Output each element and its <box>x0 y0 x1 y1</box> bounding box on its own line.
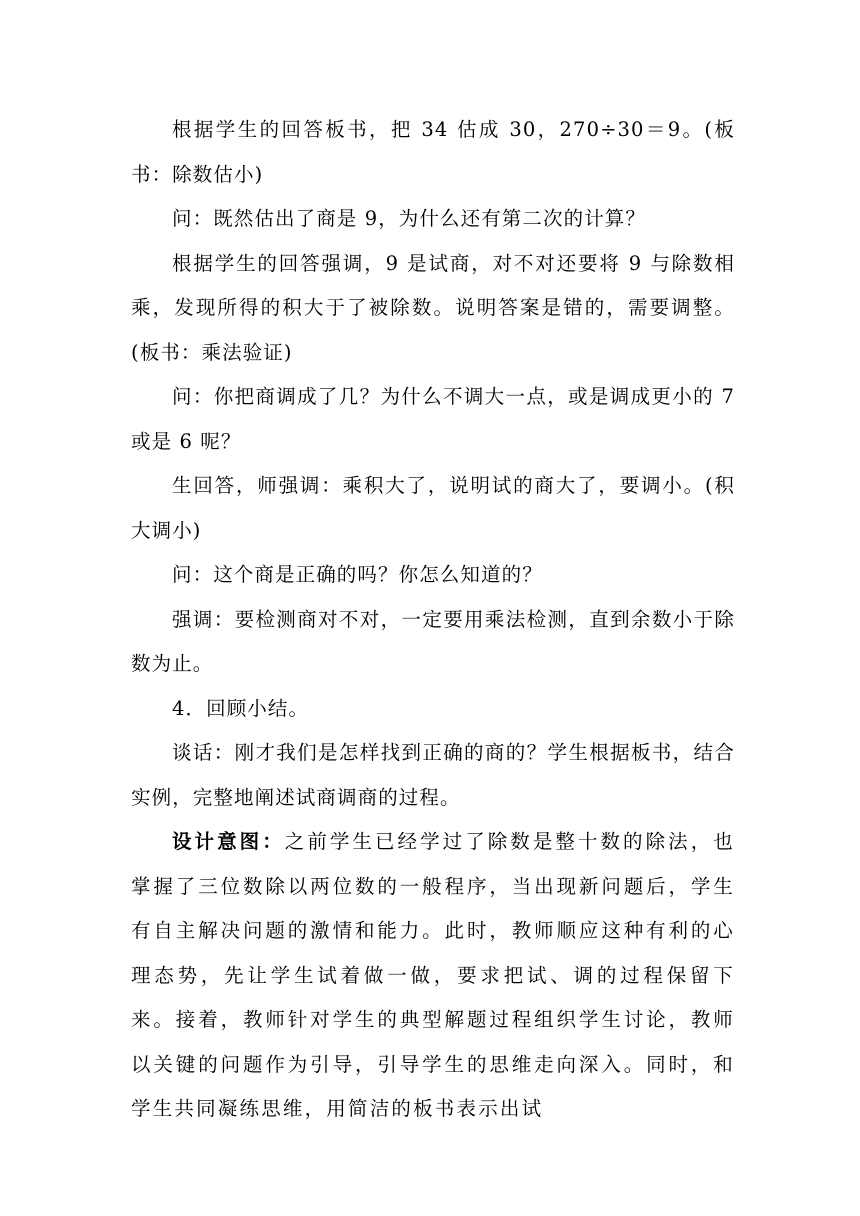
paragraph-1: 根据学生的回答板书，把 34 估成 30，270÷30＝9。(板书：除数估小) <box>131 118 735 186</box>
design-intent-text: 之前学生已经学过了除数是整十数的除法，也掌握了三位数除以两位数的一般程序，当出现新问题后，学生有自主解决问题的激情和能力。此时，教师顺应这种有利的心理态势，先让学生试着做一做，要求把试、调的过程保留下来。接着，教师针对学生的典型解题过程组织学生讨论，教师以关键的问题作为引导，引导学生的思维走向深入。同时，和学生共同凝练思维，用简洁的板书表示出试 <box>131 830 735 1120</box>
design-intent-paragraph <box>131 820 735 1132</box>
paragraph-7: 强调：要检测商对不对，一定要用乘法检测，直到余数小于除数为止。 <box>131 607 735 675</box>
document-page <box>131 108 735 1132</box>
paragraph-2: 问：既然估出了商是 9，为什么还有第二次的计算？ <box>172 207 647 230</box>
paragraph-5: 生回答，师强调：乘积大了，说明试的商大了，要调小。(积大调小) <box>131 474 735 542</box>
design-intent-label: 设计意图： <box>172 830 285 853</box>
paragraph-3: 根据学生的回答强调，9 是试商，对不对还要将 9 与除数相乘，发现所得的积大于了被除数。说明答案是错的，需要调整。(板书：乘法验证) <box>131 251 735 364</box>
paragraph-9: 谈话：刚才我们是怎样找到正确的商的？学生根据板书，结合实例，完整地阐述试商调商的过程。 <box>131 741 735 809</box>
paragraph-4: 问：你把商调成了几？为什么不调大一点，或是调成更小的 7 或是 6 呢？ <box>131 385 735 453</box>
paragraph-6: 问：这个商是正确的吗？你怎么知道的？ <box>172 563 543 586</box>
section-heading-review: 4．回顾小结。 <box>172 696 310 720</box>
